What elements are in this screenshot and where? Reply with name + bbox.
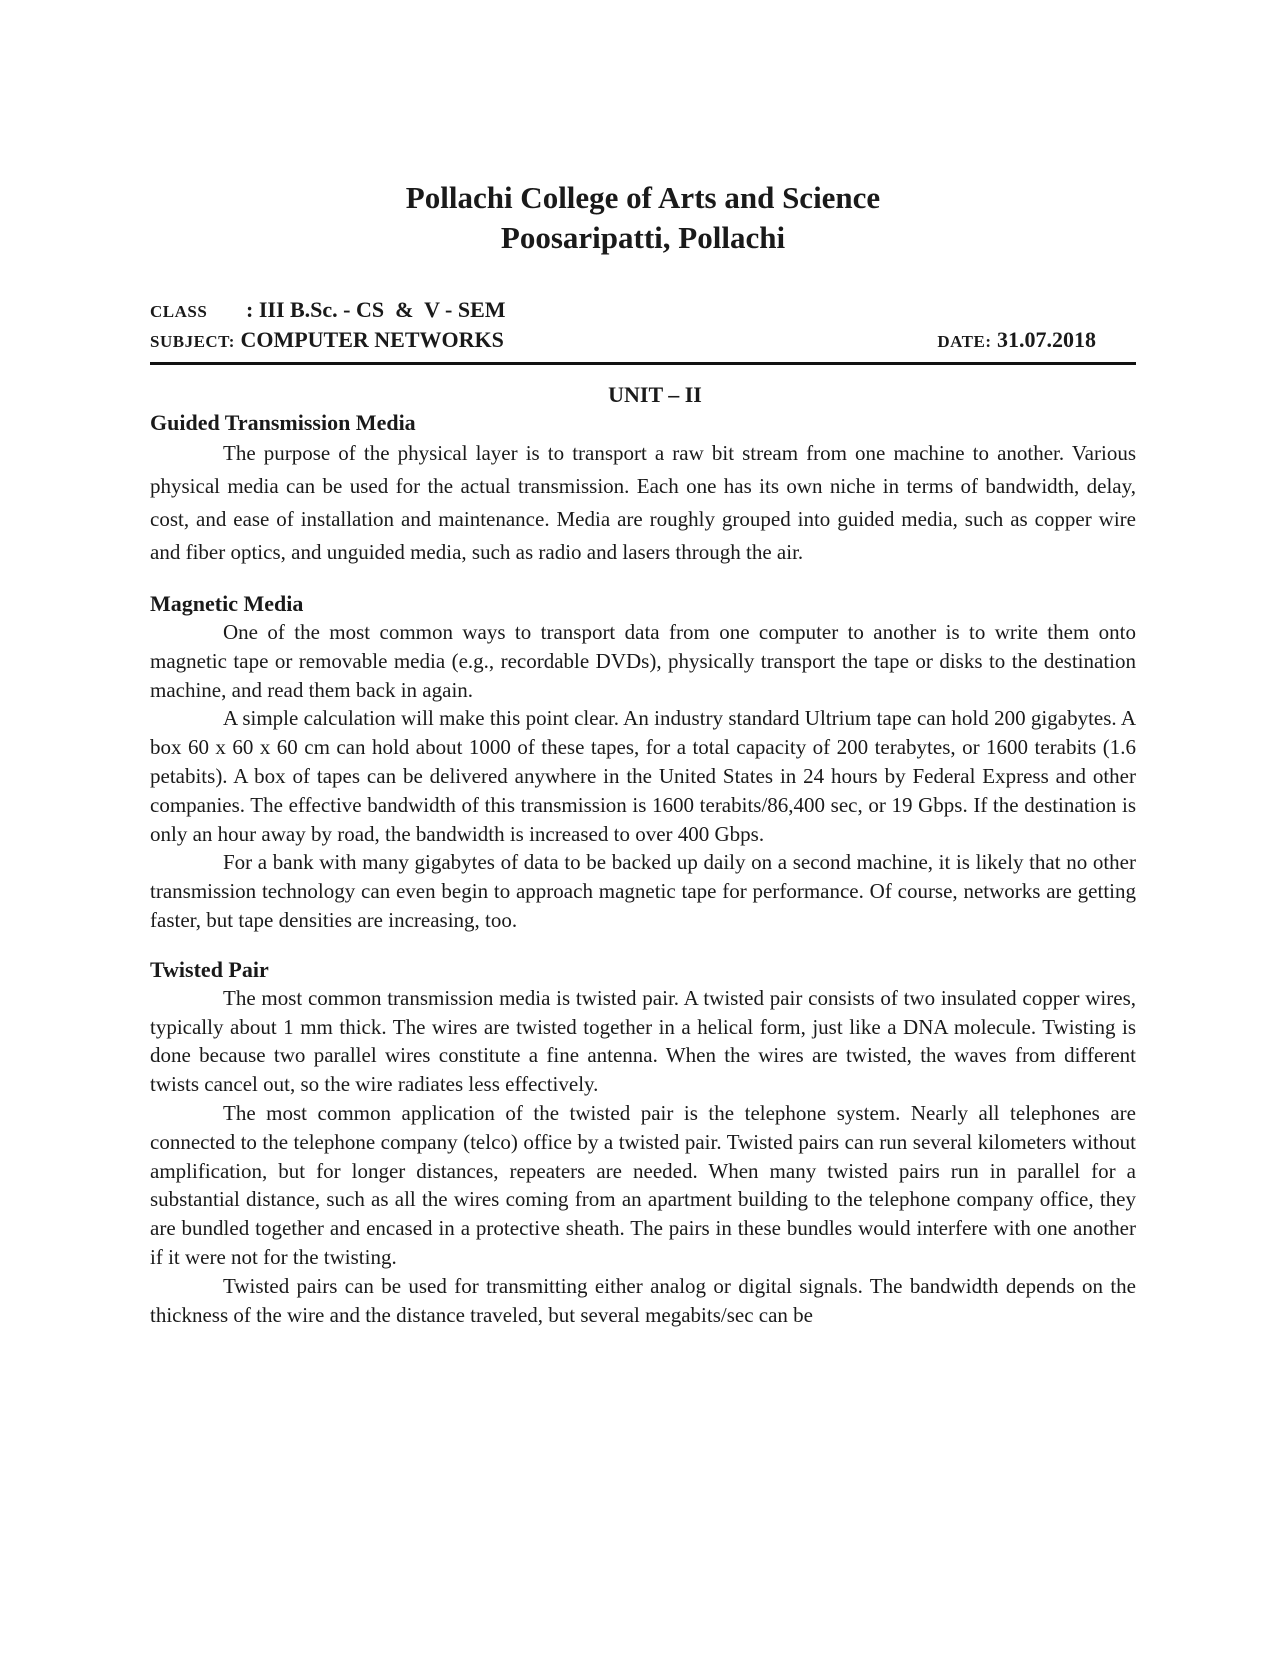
class-value: : III B.Sc. - CS & V - SEM	[246, 297, 506, 322]
date-value: 31.07.2018	[997, 327, 1096, 352]
paragraph: The most common application of the twisted pair is the telephone system. Nearly all telephones are connected to the telephone company (telco) office by a twisted pair. Twisted pairs can run several kilometers without amplification, but for longer distances, repeaters are needed. When many twisted pairs run in parallel for a substantial distance, such as all the wires coming from an apartment building to the telephone company office, they are bundled together and encased in a protective sheath. The pairs in these bundles would interfere with one another if it were not for the twisting.	[150, 1100, 1136, 1269]
section-title: Magnetic Media	[150, 591, 304, 616]
section-title: Twisted Pair	[150, 956, 269, 982]
document-meta	[150, 296, 1136, 356]
paragraph: For a bank with many gigabytes of data to be backed up daily on a second machine, it is likely that no other transmission technology can even begin to approach magnetic tape for performance. Of course, networks are getting faster, but tape densities are increasing, too.	[150, 850, 1136, 932]
date-label: DATE:	[937, 332, 992, 351]
date-field	[937, 326, 1096, 356]
paragraph: Twisted pairs can be used for transmitting either analog or digital signals. The bandwidth depends on the thickness of the wire and the distance traveled, but several megabits/sec can be	[150, 1273, 1136, 1327]
subject-label: SUBJECT:	[150, 332, 235, 351]
paragraph: One of the most common ways to transport data from one computer to another is to write them onto magnetic tape or removable media (e.g., recordable DVDs), physically transport the tape or disks to the destination machine, and read them back in again.	[150, 620, 1136, 702]
paragraph: The purpose of the physical layer is to transport a raw bit stream from one machine to another. Various physical media can be used for the actual transmission. Each one has its own niche in terms of bandwidth, delay, cost, and ease of installation and maintenance. Media are roughly grouped into guided media, such as copper wire and fiber optics, and unguided media, such as radio and lasers through the air.	[150, 441, 1136, 564]
paragraph: The most common transmission media is twisted pair. A twisted pair consists of two insulated copper wires, typically about 1 mm thick. The wires are twisted together in a helical form, just like a DNA molecule. Twisting is done because two parallel wires constitute a fine antenna. When the wires are twisted, the waves from different twists cancel out, so the wire radiates less effectively.	[150, 985, 1136, 1097]
section-title: Guided Transmission Media	[150, 410, 416, 435]
document-page	[150, 178, 1136, 1329]
paragraph: A simple calculation will make this point clear. An industry standard Ultrium tape can hold 200 gigabytes. A box 60 x 60 x 60 cm can hold about 1000 of these tapes, for a total capacity of 200 terabytes, or 1600 terabits (1.6 petabits). A box of tapes can be delivered anywhere in the United States in 24 hours by Federal Express and other companies. The effective bandwidth of this transmission is 1600 terabits/86,400 sec, or 19 Gbps. If the destination is only an hour away by road, the bandwidth is increased to over 400 Gbps.	[150, 706, 1136, 846]
college-header	[150, 178, 1136, 258]
section-guided-transmission-media	[150, 409, 1136, 569]
class-row	[150, 296, 1136, 326]
college-name: Pollachi College of Arts and Science	[405, 180, 881, 215]
subject-value: COMPUTER NETWORKS	[240, 327, 504, 352]
section-twisted-pair	[150, 956, 1136, 1330]
unit-title: UNIT – II	[608, 382, 702, 407]
header-divider	[150, 362, 1136, 365]
college-location: Poosaripatti, Pollachi	[500, 220, 786, 255]
section-magnetic-media	[150, 590, 1136, 935]
subject-row	[150, 326, 1136, 356]
class-label: CLASS	[150, 302, 208, 321]
